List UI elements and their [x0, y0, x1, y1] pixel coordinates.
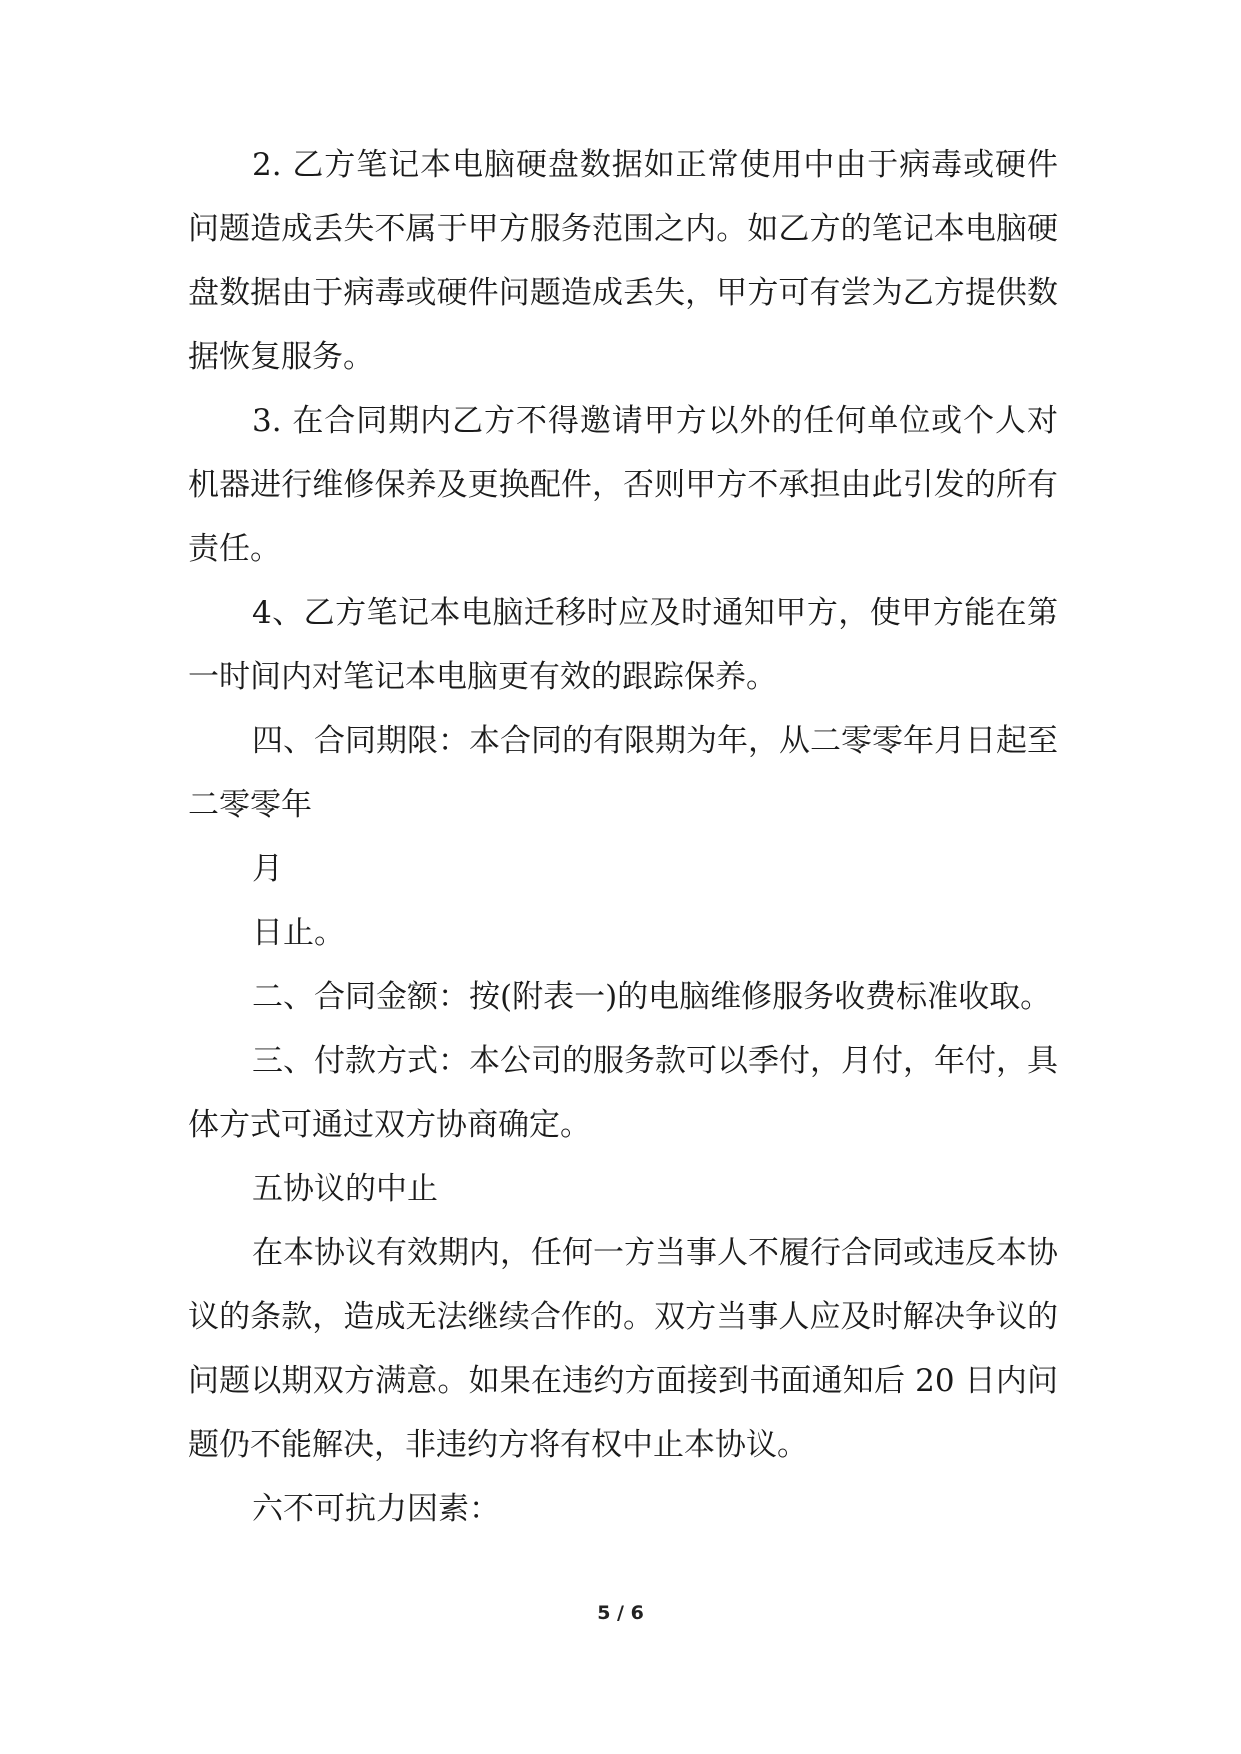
termination-line-1: 在本协议有效期内，任何一方当事人不履行合同或违反本协 [252, 1235, 1058, 1271]
contract-term-month: 月 [252, 851, 283, 887]
termination-line-4: 题仍不能解决，非违约方将有权中止本协议。 [188, 1427, 808, 1463]
section-heading-force-majeure: 六不可抗力因素： [252, 1491, 500, 1527]
section-heading-termination: 五协议的中止 [252, 1171, 438, 1207]
paragraph-3-line-3: 责任。 [188, 531, 281, 567]
paragraph-3-line-2: 机器进行维修保养及更换配件，否则甲方不承担由此引发的所有 [188, 467, 1058, 503]
paragraph-3-line-1: 3. 在合同期内乙方不得邀请甲方以外的任何单位或个人对 [252, 403, 1058, 439]
page-number: 5 / 6 [597, 1602, 644, 1624]
paragraph-2-line-3: 盘数据由于病毒或硬件问题造成丢失，甲方可有尝为乙方提供数 [188, 275, 1058, 311]
paragraph-4-line-1: 4、乙方笔记本电脑迁移时应及时通知甲方，使甲方能在第 [252, 595, 1058, 631]
paragraph-4-line-2: 一时间内对笔记本电脑更有效的跟踪保养。 [188, 659, 777, 695]
payment-method-line-2: 体方式可通过双方协商确定。 [188, 1107, 591, 1143]
termination-line-2: 议的条款，造成无法继续合作的。双方当事人应及时解决争议的 [188, 1299, 1058, 1335]
paragraph-2-line-2: 问题造成丢失不属于甲方服务范围之内。如乙方的笔记本电脑硬 [188, 211, 1058, 247]
contract-amount: 二、合同金额：按(附表一)的电脑维修服务收费标准收取。 [252, 979, 1052, 1015]
termination-line-3: 问题以期双方满意。如果在违约方面接到书面通知后 20 日内问 [188, 1363, 1058, 1399]
contract-term-line-2: 二零零年 [188, 787, 312, 823]
paragraph-2-line-1: 2. 乙方笔记本电脑硬盘数据如正常使用中由于病毒或硬件 [252, 147, 1058, 183]
paragraph-2-line-4: 据恢复服务。 [188, 339, 374, 375]
contract-term-day: 日止。 [252, 915, 345, 951]
contract-term-line-1: 四、合同期限：本合同的有限期为年，从二零零年月日起至 [252, 723, 1058, 759]
payment-method-line-1: 三、付款方式：本公司的服务款可以季付，月付，年付，具 [252, 1043, 1058, 1079]
